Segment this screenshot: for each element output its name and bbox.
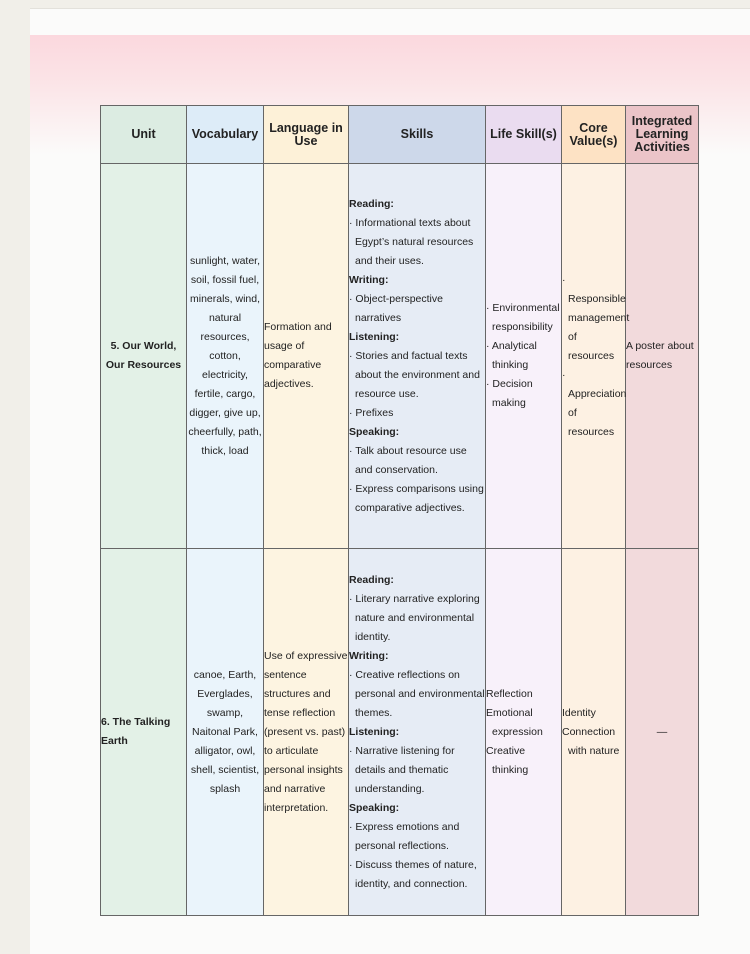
skill-heading: Listening: bbox=[349, 330, 400, 343]
skill-heading: Reading: bbox=[349, 197, 394, 210]
core-values-cell bbox=[562, 549, 626, 916]
skill-item: · Creative reflections on personal and environmental themes. bbox=[349, 668, 485, 719]
skill-heading: Speaking: bbox=[349, 425, 400, 438]
life-skill-item: · Environmental responsibility bbox=[486, 302, 560, 333]
life-skill-item: Emotional expression bbox=[486, 706, 543, 738]
life-skill-item: Reflection bbox=[486, 687, 533, 700]
skill-item: · Informational texts about Egypt’s natural resources and their uses. bbox=[349, 216, 474, 267]
life-skill-item: · Decision making bbox=[486, 378, 533, 409]
header-skills: Skills bbox=[349, 106, 486, 164]
curriculum-table bbox=[100, 105, 699, 916]
skill-heading: Speaking: bbox=[349, 801, 400, 814]
skill-heading: Reading: bbox=[349, 573, 394, 586]
header-unit: Unit bbox=[101, 106, 187, 164]
page-top-divider bbox=[30, 8, 750, 9]
skill-item: · Talk about resource use and conservation. bbox=[349, 444, 467, 476]
activities-cell: A poster about resources bbox=[626, 164, 699, 549]
core-values-cell bbox=[562, 164, 630, 549]
language-cell: Formation and usage of comparative adjectives. bbox=[264, 164, 349, 549]
vocabulary-cell: canoe, Earth, Everglades, swamp, Naitonal Park, alligator, owl, shell, scientist, splash bbox=[187, 549, 264, 916]
core-value-item: · Appreciation of resources bbox=[562, 368, 627, 438]
skill-item: · Narrative listening for details and thematic understanding. bbox=[349, 744, 455, 795]
skill-item: · Express emotions and personal reflections. bbox=[349, 820, 460, 852]
skill-item: · Object-perspective narratives bbox=[349, 292, 443, 324]
life-skill-item: Creative thinking bbox=[486, 744, 529, 776]
header-life-skills: Life Skill(s) bbox=[486, 106, 562, 164]
header-core-values: Core Value(s) bbox=[562, 106, 626, 164]
core-value-item: Identity bbox=[562, 706, 596, 719]
skill-item: · Express comparisons using comparative adjectives. bbox=[349, 482, 484, 514]
activities-cell: — bbox=[626, 549, 699, 916]
skill-item: · Prefixes bbox=[349, 406, 394, 419]
vocabulary-cell: sunlight, water, soil, fossil fuel, minerals, wind, natural resources, cotton, electricity, fertile, cargo, digger, give up, cheerfully, path, thick, load bbox=[187, 164, 264, 549]
skill-heading: Writing: bbox=[349, 273, 389, 286]
skill-item: · Discuss themes of nature, identity, and connection. bbox=[349, 858, 477, 890]
header-integrated-activities: Integrated Learning Activities bbox=[626, 106, 699, 164]
life-skills-cell bbox=[486, 164, 562, 549]
skills-cell bbox=[349, 549, 486, 916]
header-language-in-use: Language in Use bbox=[264, 106, 349, 164]
skill-item: · Stories and factual texts about the environment and resource use. bbox=[349, 349, 480, 400]
table-row-unit-5 bbox=[101, 164, 699, 549]
header-vocabulary: Vocabulary bbox=[187, 106, 264, 164]
life-skills-cell bbox=[486, 549, 562, 916]
unit-cell: 6. The Talking Earth bbox=[101, 549, 187, 916]
unit-cell: 5. Our World, Our Resources bbox=[101, 164, 187, 549]
skill-heading: Writing: bbox=[349, 649, 389, 662]
skills-cell bbox=[349, 164, 486, 549]
skill-item: · Literary narrative exploring nature and environmental identity. bbox=[349, 592, 480, 643]
core-value-item: · Responsible management of resources bbox=[562, 273, 630, 362]
life-skill-item: · Analytical thinking bbox=[486, 340, 537, 371]
header-row bbox=[101, 106, 699, 164]
core-value-item: Connection with nature bbox=[562, 725, 620, 757]
language-cell: Use of expressive sentence structures and tense reflection (present vs. past) to articulate personal insights and narrative interpretation. bbox=[264, 549, 349, 916]
skill-heading: Listening: bbox=[349, 725, 400, 738]
table-row-unit-6 bbox=[101, 549, 699, 916]
